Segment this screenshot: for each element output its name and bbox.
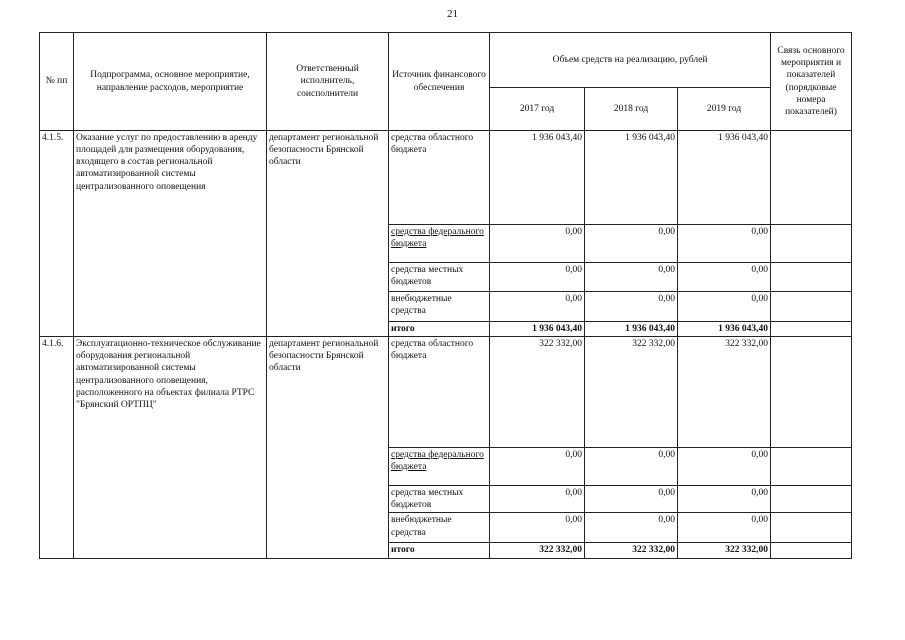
source-name: средства областного бюджета: [389, 131, 490, 225]
value-2017: 0,00: [490, 263, 585, 292]
source-name: итого: [389, 543, 490, 558]
value-2017: 322 332,00: [490, 337, 585, 448]
link-cell: [771, 337, 852, 448]
row-program: Оказание услуг по предоставлению в аренду площадей для размещения оборудования, входящего в состав региональной автоматизированной системы централизованного оповещения: [74, 131, 267, 337]
table-row: [40, 337, 852, 448]
header-volume: Объем средств на реализацию, рублей: [490, 33, 771, 88]
value-2018: 0,00: [585, 513, 678, 543]
value-2018: 0,00: [585, 292, 678, 322]
link-cell: [771, 131, 852, 225]
row-responsible: департамент региональной безопасности Брянской области: [267, 337, 389, 558]
header-year-2018: 2018 год: [585, 88, 678, 131]
link-cell: [771, 543, 852, 558]
header-year-2017: 2017 год: [490, 88, 585, 131]
value-2019: 0,00: [678, 225, 771, 263]
page-number: 21: [447, 8, 458, 20]
value-2019: 322 332,00: [678, 337, 771, 448]
table-row: [40, 131, 852, 225]
source-name: средства местных бюджетов: [389, 486, 490, 513]
source-name: внебюджетные средства: [389, 513, 490, 543]
value-2017: 1 936 043,40: [490, 322, 585, 337]
value-2018: 0,00: [585, 225, 678, 263]
value-2018: 322 332,00: [585, 337, 678, 448]
link-cell: [771, 225, 852, 263]
value-2017: 0,00: [490, 513, 585, 543]
value-2019: 0,00: [678, 292, 771, 322]
link-cell: [771, 486, 852, 513]
budget-table: [39, 32, 852, 559]
row-program: Эксплуатационно-техническое обслуживание оборудования региональной автоматизированной системы централизованного оповещения, расположенного на объектах филиала РТРС "Брянский ОРТПЦ": [74, 337, 267, 558]
value-2019: 0,00: [678, 513, 771, 543]
link-cell: [771, 263, 852, 292]
value-2019: 1 936 043,40: [678, 322, 771, 337]
header-program: Подпрограмма, основное мероприятие, направление расходов, мероприятие: [74, 33, 267, 131]
link-cell: [771, 322, 852, 337]
row-num: 4.1.6.: [40, 337, 74, 558]
value-2018: 1 936 043,40: [585, 131, 678, 225]
header-link: Связь основного мероприятия и показателей (порядковые номера показателей): [771, 33, 852, 131]
header-year-2019: 2019 год: [678, 88, 771, 131]
header-responsible: Ответственный исполнитель, соисполнители: [267, 33, 389, 131]
source-name: средства местных бюджетов: [389, 263, 490, 292]
value-2018: 1 936 043,40: [585, 322, 678, 337]
value-2017: 1 936 043,40: [490, 131, 585, 225]
source-name: средства федерального бюджета: [389, 225, 490, 263]
source-name: внебюджетные средства: [389, 292, 490, 322]
header-row-1: [40, 33, 852, 88]
row-responsible: департамент региональной безопасности Брянской области: [267, 131, 389, 337]
value-2017: 0,00: [490, 448, 585, 486]
row-num: 4.1.5.: [40, 131, 74, 337]
value-2018: 322 332,00: [585, 543, 678, 558]
value-2017: 322 332,00: [490, 543, 585, 558]
value-2018: 0,00: [585, 263, 678, 292]
value-2019: 0,00: [678, 263, 771, 292]
value-2019: 0,00: [678, 486, 771, 513]
value-2017: 0,00: [490, 292, 585, 322]
value-2019: 1 936 043,40: [678, 131, 771, 225]
header-num: № пп: [40, 33, 74, 131]
value-2019: 0,00: [678, 448, 771, 486]
source-name: средства областного бюджета: [389, 337, 490, 448]
value-2019: 322 332,00: [678, 543, 771, 558]
source-name: итого: [389, 322, 490, 337]
source-name: средства федерального бюджета: [389, 448, 490, 486]
value-2018: 0,00: [585, 448, 678, 486]
header-source: Источник финансового обеспечения: [389, 33, 490, 131]
link-cell: [771, 448, 852, 486]
link-cell: [771, 513, 852, 543]
value-2017: 0,00: [490, 225, 585, 263]
link-cell: [771, 292, 852, 322]
value-2017: 0,00: [490, 486, 585, 513]
value-2018: 0,00: [585, 486, 678, 513]
